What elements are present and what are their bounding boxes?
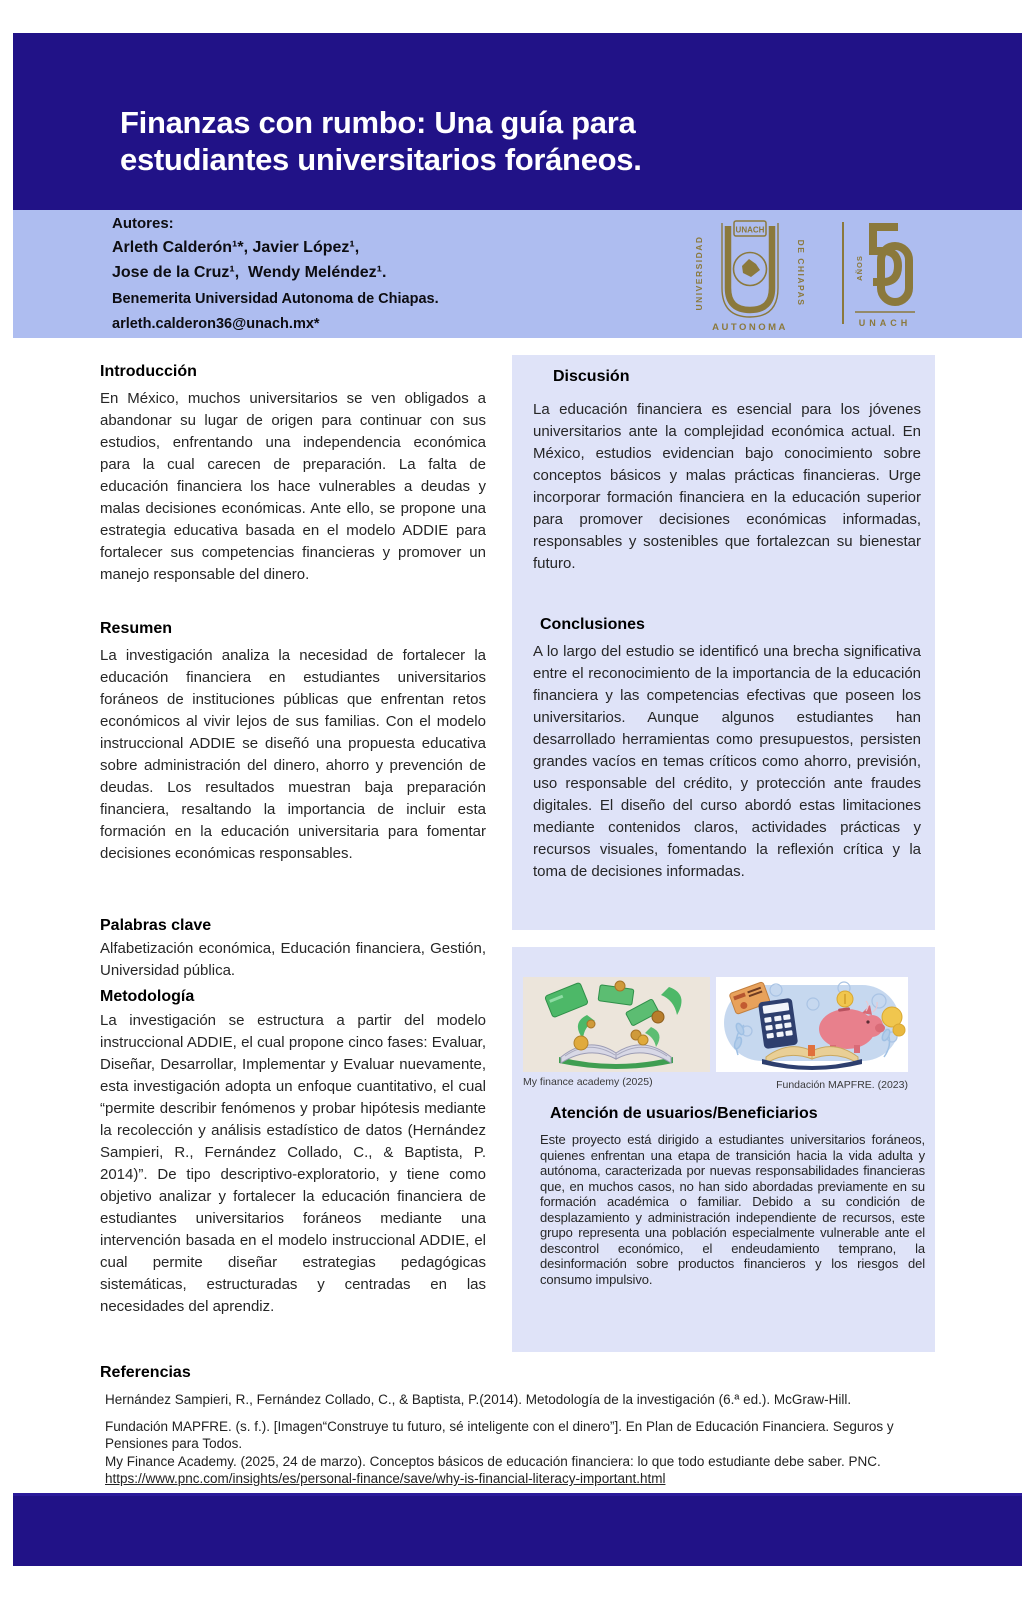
resumen-body: La investigación analiza la necesidad de fortalecer la educación financiera en estudiantes universitarios foráneos de instituciones públicas que enfrentan retos económicos al vivir lejos de sus familias. Con el modelo instruccional ADDIE se diseñó una propuesta educativa sobre administración del dinero, ahorro y prevención de deudas. Los resultados muestran baja preparación financiera, resaltando la importancia de incluir esta formación en la educación universitaria para fomentar decisiones económicas responsables. [100, 647, 486, 862]
anniversary-bottom-text: UNACH [858, 318, 912, 328]
unach-seal-logo [693, 216, 807, 334]
logo-divider [842, 222, 844, 324]
reference-item-2: Fundación MAPFRE. (s. f.). [Imagen“Construye tu futuro, sé inteligente con el dinero”]. En Plan de Educación Financiera. Seguros y Pensiones para Todos. [105, 1419, 894, 1451]
seal-right-text: DE CHIAPAS [796, 239, 806, 307]
author-names-line1: Arleth Calderón¹*, Javier López¹, [112, 239, 360, 256]
seal-top-text: UNACH [735, 225, 765, 235]
reference-item-3: My Finance Academy. (2025, 24 de marzo). Conceptos básicos de educación financiera: lo que todo estudiante debe saber. PNC. [105, 1454, 881, 1469]
beneficiaries-panel [512, 947, 935, 1352]
author-names-line2: Jose de la Cruz¹, Wendy Meléndez¹. [112, 264, 387, 281]
poster-title-line2: estudiantes universitarios foráneos. [120, 142, 642, 177]
reference-link[interactable]: https://www.pnc.com/insights/es/personal-finance/save/why-is-financial-literacy-important.html [105, 1471, 666, 1486]
contact-email: arleth.calderon36@unach.mx* [112, 316, 320, 332]
resumen-heading: Resumen [100, 620, 173, 637]
reference-item-1: Hernández Sampieri, R., Fernández Collado, C., & Baptista, P.(2014). Metodología de la investigación (6.ª ed.). McGraw-Hill. [105, 1392, 852, 1407]
palabras-clave-heading: Palabras clave [100, 917, 212, 934]
poster-title-line1: Finanzas con rumbo: Una guía para [120, 105, 636, 140]
unach-50-years-logo [852, 218, 918, 330]
seal-left-text: UNIVERSIDAD [694, 235, 704, 311]
discussion-panel [512, 355, 935, 930]
affiliation: Benemerita Universidad Autonoma de Chiapas. [112, 291, 439, 307]
figure1-caption: My finance academy (2025) [523, 1076, 653, 1088]
atencion-body: Este proyecto está dirigido a estudiantes universitarios foráneos, quienes enfrentan una etapa de transición hacia la vida adulta y autónoma, caracterizada por nuevas responsabilidades financieras que, en muchos casos, no han sido abordadas previamente en su formación académica o familiar. Debido a su condición de desplazamiento y administración independiente de recursos, este grupo representa una población especialmente vulnerable ante el descontrol económico, el endeudamiento temprano, la desinformación sobre productos financieros y los riesgos del consumo impulsivo. [540, 1132, 925, 1287]
referencias-heading: Referencias [100, 1364, 191, 1381]
authors-label: Autores: [112, 215, 174, 232]
anniversary-side-text: AÑOS [855, 255, 864, 281]
footer-banner [13, 1493, 1022, 1566]
finance-academy-book-illustration [523, 977, 710, 1072]
discusion-body: La educación financiera es esencial para los jóvenes universitarios ante la complejidad económica actual. En México, estudios evidencian bajo conocimiento sobre conceptos básicos y malas prácticas financieras. Urge incorporar formación financiera en la educación superior para promover decisiones económicas informadas, responsables y sostenibles que fortalezcan su bienestar futuro. [533, 401, 921, 572]
palabras-clave-body: Alfabetización económica, Educación financiera, Gestión, Universidad pública. [100, 940, 486, 979]
figure2-caption: Fundación MAPFRE. (2023) [776, 1079, 908, 1091]
conclusiones-body: A lo largo del estudio se identificó una brecha significativa entre el reconocimiento de la importancia de la educación financiera y las competencias efectivas que poseen los universitarios. Aunque algunos estudiantes han desarrollado herramientas como presupuestos, persisten grandes vacíos en temas críticos como ahorro, previsión, uso responsable del crédito, y protección ante fraudes digitales. El diseño del curso abordó estas limitaciones mediante contenidos claros, actividades prácticas y recursos visuales, fomentando la reflexión crítica y la toma de decisiones informadas. [533, 643, 921, 880]
poster-title [120, 104, 880, 178]
metodologia-heading: Metodología [100, 988, 195, 1005]
conclusiones-heading: Conclusiones [540, 616, 645, 633]
atencion-heading: Atención de usuarios/Beneficiarios [550, 1105, 818, 1122]
seal-bottom-text: AUTONOMA [712, 322, 788, 333]
discusion-heading: Discusión [553, 368, 630, 385]
metodologia-body: La investigación se estructura a partir del modelo instruccional ADDIE, el cual propone cinco fases: Evaluar, Diseñar, Desarrollar, Implementar y Evaluar nuevamente, esta investigación adopta un enfoque cuantitativo, el cual “permite describir fenómenos y probar hipótesis mediante la recolección y análisis estadístico de datos (Hernández Sampieri, R., Fernández Collado, C., & Baptista, P. 2014)”. De tipo descriptivo-exploratorio, y tiene como objetivo analizar y fortalecer la educación financiera de estudiantes universitarios foráneos mediante una intervención basada en el modelo instruccional ADDIE, el cual permite diseñar estrategias pedagógicas sistemáticas, estructuradas y centradas en las necesidades del aprendiz. [100, 1012, 486, 1315]
mapfre-piggy-bank-illustration [716, 977, 908, 1072]
introduccion-heading: Introducción [100, 363, 197, 380]
introduccion-body: En México, muchos universitarios se ven obligados a abandonar su lugar de origen para continuar con sus estudios, enfrentando una independencia económica para la cual carecen de preparación. La falta de educación financiera los hace vulnerables a deudas y malas decisiones económicas. Ante ello, se propone una estrategia educativa basada en el modelo ADDIE para fortalecer sus competencias financieras y promover un manejo responsable del dinero. [100, 390, 486, 583]
